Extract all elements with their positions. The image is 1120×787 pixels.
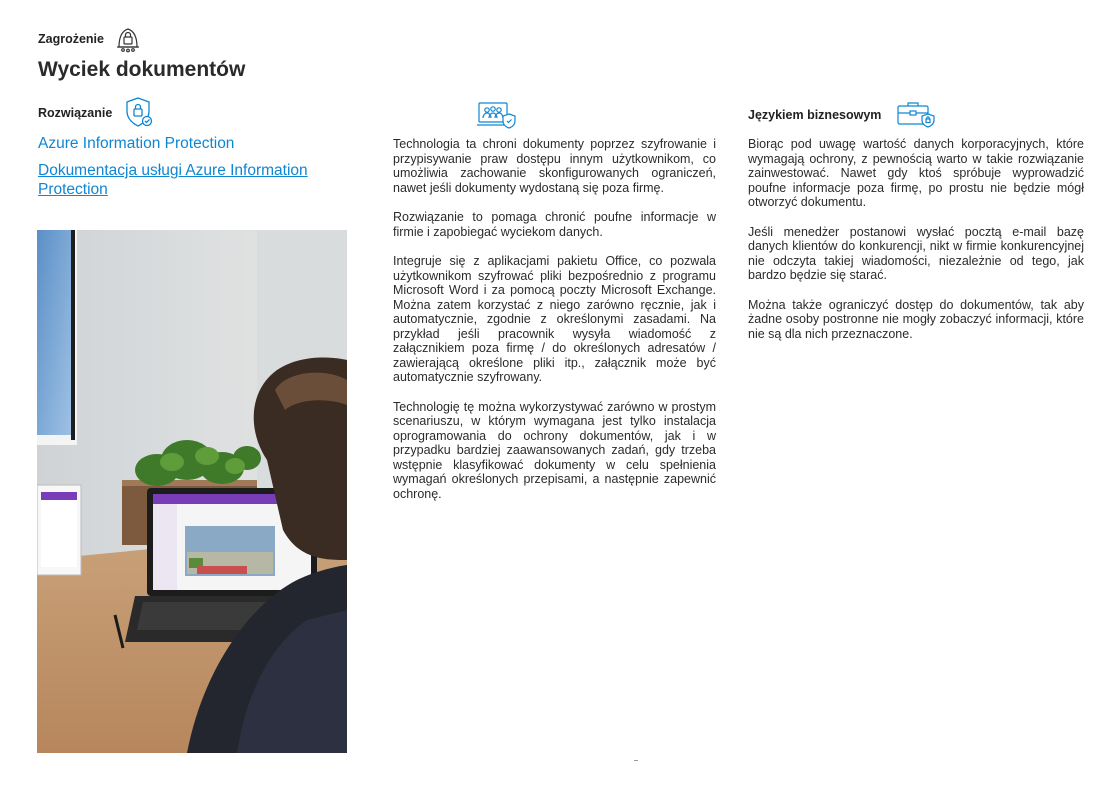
team-shield-icon — [476, 100, 516, 130]
technical-description — [393, 137, 716, 516]
technical-paragraph-2: Rozwiązanie to pomaga chronić poufne informacje w firmie i zapobiegać wyciekom danych. — [393, 210, 716, 239]
business-description — [748, 137, 1084, 356]
business-paragraph-3: Można także ograniczyć dostęp do dokumentów, tak aby żadne osoby postronne nie mogły zobaczyć informacji, które nie są dla nich przeznaczone. — [748, 297, 1084, 341]
technical-paragraph-1: Technologia ta chroni dokumenty poprzez szyfrowanie i przypisywanie praw dostępu innym użytkownikom, co umożliwia zachowanie skonfigurowanych ograniczeń, nawet jeśli dokumenty wydostaną się poza firmę. — [393, 137, 716, 195]
business-paragraph-1: Biorąc pod uwagę wartość danych korporacyjnych, które wymagają ochrony, z pewnością warto w takie rozwiązanie zainwestować. Nawet gdy ktoś spróbuje wyprowadzić poufne informacje poza firmę, po prostu nie będzie mógł otworzyć dokumentu. — [748, 137, 1084, 209]
solution-label: Rozwiązanie — [38, 106, 113, 120]
business-label: Językiem biznesowym — [748, 108, 882, 122]
briefcase-shield-icon — [896, 99, 936, 129]
lock-bell-icon — [114, 25, 142, 53]
threat-label: Zagrożenie — [38, 32, 104, 46]
divider-mark — [634, 760, 638, 761]
azure-information-protection-docs-link[interactable]: Dokumentacja usługi Azure Information Protection — [38, 162, 308, 198]
page-title: Wyciek dokumentów — [38, 58, 246, 81]
business-paragraph-2: Jeśli menedżer postanowi wysłać pocztą e-mail bazę danych klientów do konkurencji, nikt w firmie konkurencyjnej nie odczyta takiej wiadomości, niezależnie od tego, jak bardzo będzie się starać. — [748, 224, 1084, 282]
shield-lock-icon — [124, 96, 154, 128]
technical-paragraph-3: Integruje się z aplikacjami pakietu Office, co pozwala użytkownikom szyfrować pliki bezpośrednio z programu Microsoft Word i za pomocą poczty Microsoft Exchange. Można zatem korzystać z niego zarówno ręcznie, jak i automatycznie, zgodnie z określonymi zasadami. Na przykład jeśli pracownik wysyła wiadomość z załącznikiem poza firmę / do określonych adresatów / zawierającą określone pliki itp., załącznik może być automatycznie szyfrowany. — [393, 254, 716, 384]
azure-information-protection-link[interactable]: Azure Information Protection — [38, 135, 235, 152]
technical-paragraph-4: Technologię tę można wykorzystywać zarówno w prostym scenariuszu, w którym wymagana jest tylko instalacja oprogramowania do ochrony dokumentów, jak i w przypadku bardziej zaawansowanych zadań, gdy trzeba wstępnie klasyfikować dokumenty w celu spełnienia wymagań określonych przepisami, a następnie zapewnić ochronę. — [393, 399, 716, 501]
office-photo — [37, 230, 347, 753]
